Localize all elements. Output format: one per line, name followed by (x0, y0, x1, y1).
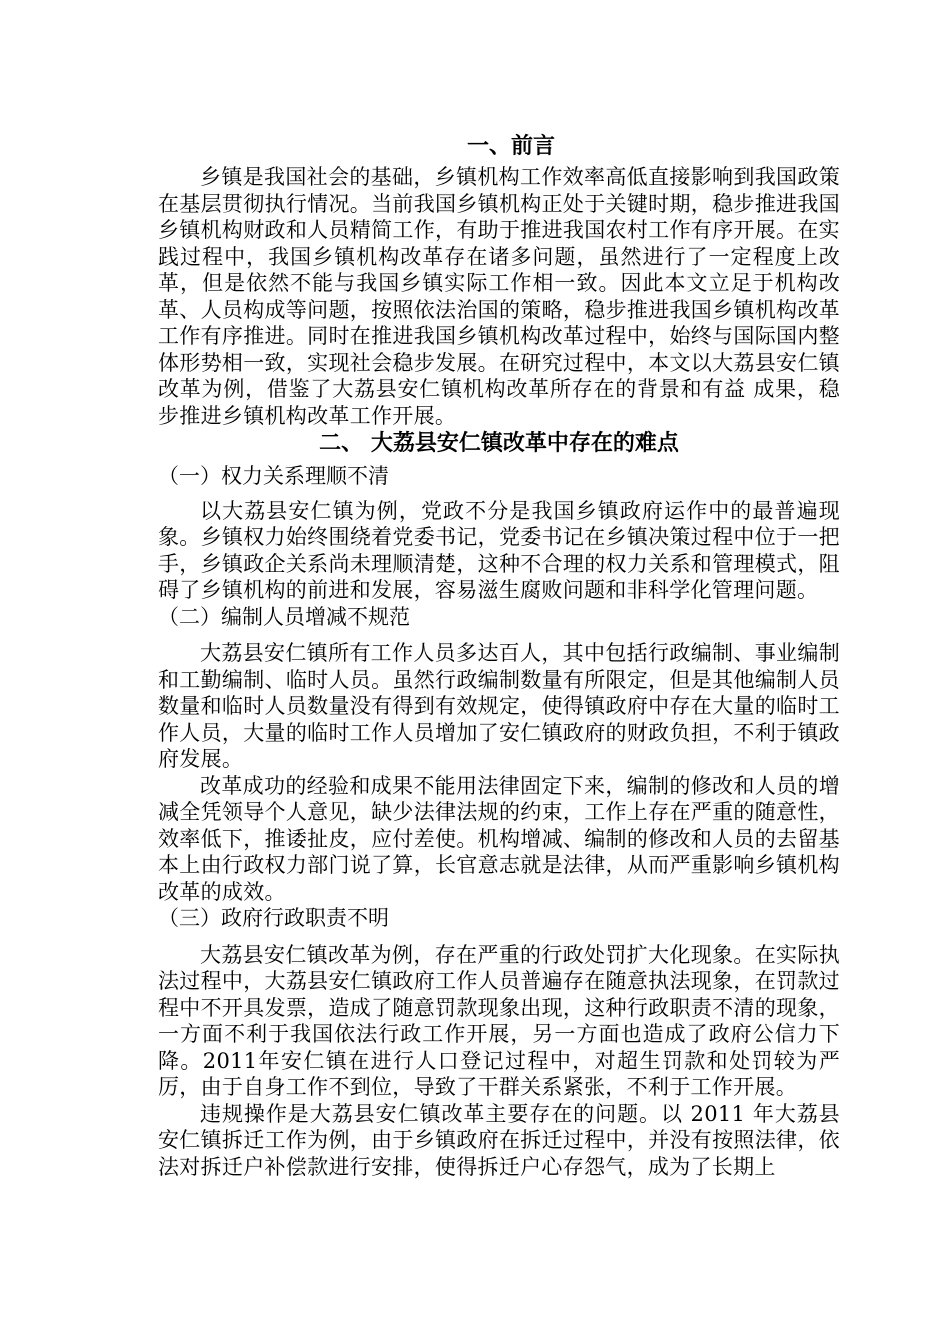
power-paragraph: 以大荔县安仁镇为例，党政不分是我国乡镇政府运作中的最普遍现象。乡镇权力始终围绕着党委书记，党委书记在乡镇决策过程中位于一把手，乡镇政企关系尚未理顺清楚，这种不合理的权力关系和管理模式，阻碍了乡镇机构的前进和发展，容易滋生腐败问题和非科学化管理问题。 (158, 498, 840, 602)
duties-paragraph-1: 大荔县安仁镇改革为例，存在严重的行政处罚扩大化现象。在实际执法过程中，大荔县安仁镇政府工作人员普遍存在随意执法现象，在罚款过程中不开具发票，造成了随意罚款现象出现，这种行政职责不清的现象，一方面不利于我国依法行政工作开展，另一方面也造成了政府公信力下降。2011年安仁镇在进行人口登记过程中，对超生罚款和处罚较为严厉，由于自身工作不到位，导致了干群关系紧张，不利于工作开展。 (158, 942, 840, 1099)
subsection-heading-staffing: （二）编制人员增减不规范 (158, 604, 410, 629)
section-title-difficulties: 二、 大荔县安仁镇改革中存在的难点 (319, 430, 679, 456)
subsection-heading-duties: （三）政府行政职责不明 (158, 906, 389, 930)
staffing-paragraph-1: 大荔县安仁镇所有工作人员多达百人，其中包括行政编制、事业编制和工勤编制、临时人员。虽然行政编制数量有所限定，但是其他编制人员数量和临时人员数量没有得到有效规定，使得镇政府中存在大量的临时工作人员，大量的临时工作人员增加了安仁镇政府的财政负担，不利于镇政府发展。 (158, 641, 840, 771)
staffing-paragraph-2: 改革成功的经验和成果不能用法律固定下来，编制的修改和人员的增减全凭领导个人意见，缺少法律法规的约束，工作上存在严重的随意性，效率低下，推诿扯皮，应付差使。机构增减、编制的修改和人员的去留基本上由行政权力部门说了算，长官意志就是法律，从而严重影响乡镇机构改革的成效。 (158, 773, 840, 904)
document-page (158, 132, 840, 1180)
duties-paragraph-2: 违规操作是大荔县安仁镇改革主要存在的问题。以 2011 年大荔县安仁镇拆迁工作为例，由于乡镇政府在拆迁过程中，并没有按照法律，依法对拆迁户补偿款进行安排，使得拆迁户心存怨气，成为了长期上 (158, 1101, 840, 1179)
section-title-preface: 一、前言 (466, 133, 555, 159)
preface-paragraph: 乡镇是我国社会的基础，乡镇机构工作效率高低直接影响到我国政策在基层贯彻执行情况。当前我国乡镇机构正处于关键时期，稳步推进我国乡镇机构财政和人员精简工作，有助于推进我国农村工作有序开展。在实践过程中，我国乡镇机构改革存在诸多问题，虽然进行了一定程度上改革，但是依然不能与我国乡镇实际工作相一致。因此本文立足于机构改革、人员构成等问题，按照依法治国的策略，稳步推进我国乡镇机构改革工作有序推进。同时在推进我国乡镇机构改革过程中，始终与国际国内整体形势相一致，实现社会稳步发展。在研究过程中，本文以大荔县安仁镇改革为例，借鉴了大荔县安仁镇机构改革所存在的背景和有益 成果，稳步推进乡镇机构改革工作开展。 (158, 165, 840, 428)
subsection-heading-power: （一）权力关系理顺不清 (158, 464, 389, 488)
